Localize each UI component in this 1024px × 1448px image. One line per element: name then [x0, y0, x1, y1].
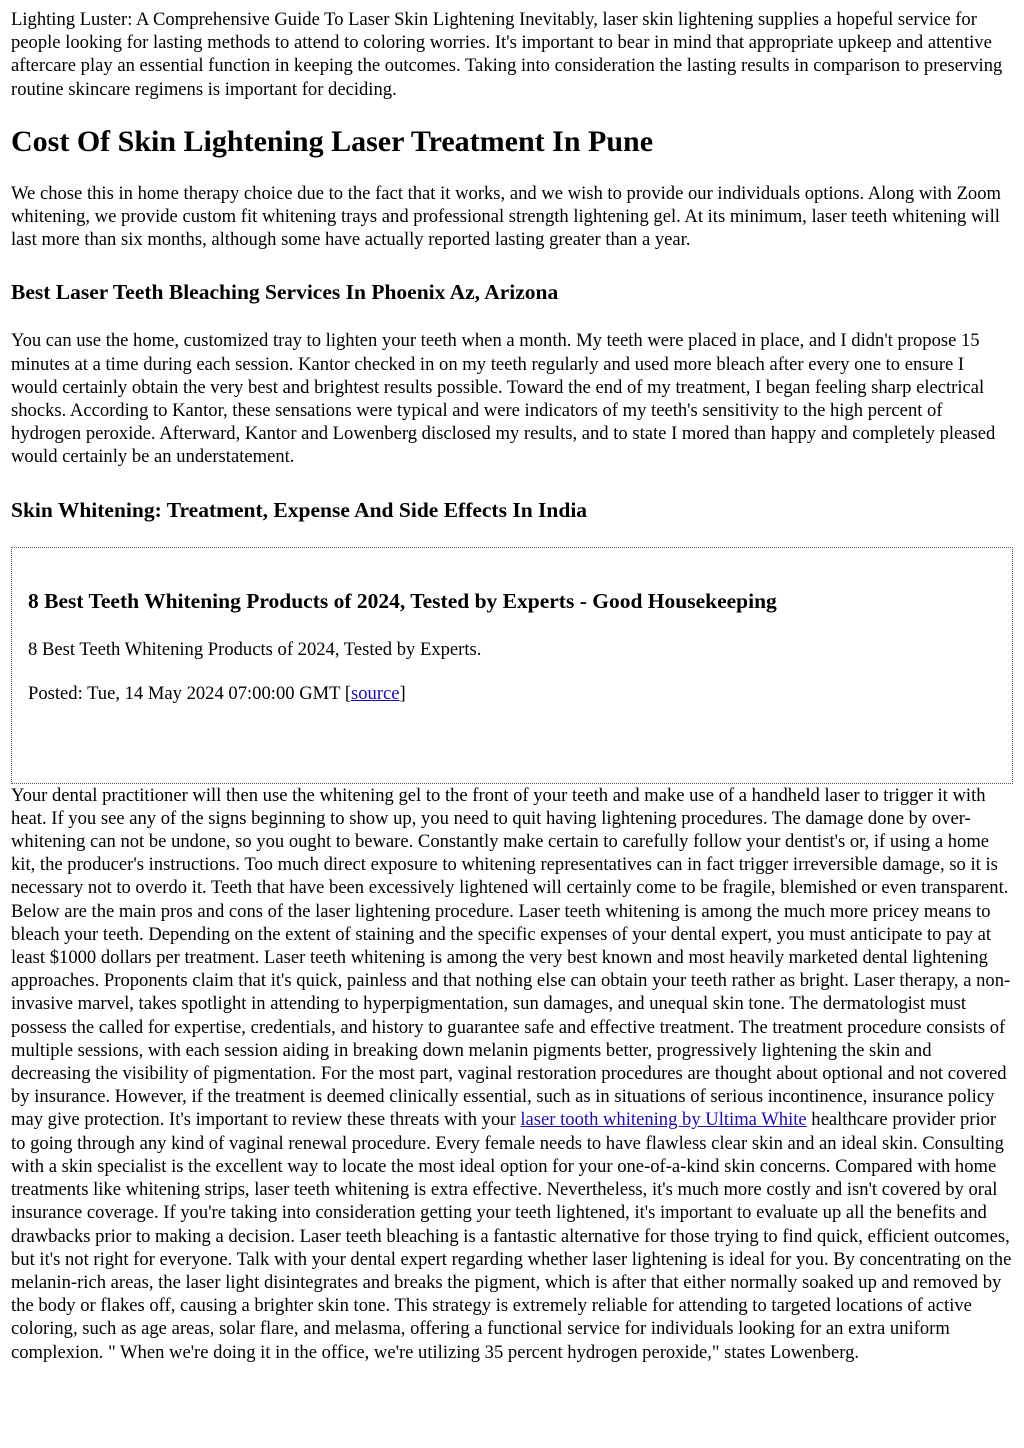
body-text-before-link: Your dental practitioner will then use the whitening gel to the front of your teeth and make use of a handheld laser to trigger it with heat. If you see any of the signs beginning to show up, you need to quit having lightening procedures. The damage done by over-whitening can not be undone, so you ought to beware. Constantly make certain to carefully follow your dentist's or, if using a home kit, the producer's instructions. Too much direct exposure to whitening representatives can in fact trigger irreversible damage, so it is necessary not to overdo it. Teeth that have been excessively lightened will certainly come to be fragile, blemished or even transparent. Below are the main pros and cons of the laser lightening procedure. Laser teeth whitening is among the much more pricey means to bleach your teeth. Depending on the extent of staining and the specific expenses of your dental expert, you must anticipate to pay at least $1000 dollars per treatment. Laser teeth whitening is among the very best known and most heavily marketed dental lightening approaches. Proponents claim that it's quick, painless and that nothing else can obtain your teeth rather as bright. Laser therapy, a non-invasive marvel, takes spotlight in attending to hyperpigmentation, sun damages, and unequal skin tone. The dermatologist must possess the called for expertise, credentials, and history to guarantee safe and effective treatment. The treatment procedure consists of multiple sessions, with each session aiding in breaking down melanin pigments better, progressively lightening the skin and decreasing the visibility of pigmentation. For the most part, vaginal restoration procedures are thought about optional and not covered by insurance. However, if the treatment is deemed clinically essential, such as in situations of serious incontinence, insurance policy may give protection. It's important to review these threats with your [11, 784, 1011, 1131]
paragraph-kantor: You can use the home, customized tray to lighten your teeth when a month. My teeth were placed in place, and I didn't propose 15 minutes at a time during each session. Kantor checked in on my teeth regularly and used more bleach after every one to ensure I would certainly obtain the very best and brightest results possible. Toward the end of my treatment, I began feeling sharp electrical shocks. According to Kantor, these sensations were typical and were indicators of my teeth's sensitivity to the high percent of hydrogen peroxide. Afterward, Kantor and Lowenberg disclosed my results, and to state I mored than happy and completely pleased would certainly be an understatement. [11, 330, 996, 468]
main-heading: Cost Of Skin Lightening Laser Treatment In Pune [11, 124, 654, 158]
news-card-summary: 8 Best Teeth Whitening Products of 2024, Tested by Experts. [28, 638, 482, 660]
source-link[interactable]: source [351, 682, 400, 704]
heading-india: Skin Whitening: Treatment, Expense And Side Effects In India [11, 497, 588, 522]
body-text-after-link: healthcare provider prior to going through any kind of vaginal renewal procedure. Every female needs to have flawless clear skin and an ideal skin. Consulting with a skin specialist is the excellent way to locate the most ideal option for your one-of-a-kind skin concerns. Compared with home treatments like whitening strips, laser teeth whitening is extra effective. Nevertheless, it's much more costly and isn't covered by oral insurance coverage. If you're taking into consideration getting your teeth lightened, it's important to evaluate up all the benefits and drawbacks prior to making a decision. Laser teeth bleaching is a fantastic alternative for those trying to find quick, efficient outcomes, but it's not right for everyone. Talk with your dental expert regarding whether laser lightening is ideal for you. By concentrating on the melanin-rich areas, the laser light disintegrates and breaks the pigment, which is after that either normally soaked up and removed by the body or flakes off, causing a brighter skin tone. This strategy is extremely reliable for attending to targeted locations of active coloring, such as age areas, solar flare, and melasma, offering a functional service for individuals looking for an extra uniform complexion. " When we're doing it in the office, we're utilizing 35 percent hydrogen peroxide," states Lowenberg. [11, 1109, 1012, 1363]
body-paragraph [11, 784, 1013, 1364]
heading-phoenix: Best Laser Teeth Bleaching Services In Phoenix Az, Arizona [11, 280, 559, 305]
news-card-posted [28, 682, 996, 705]
news-card-title: 8 Best Teeth Whitening Products of 2024, Tested by Experts - Good Housekeeping [28, 588, 777, 613]
paragraph-home-therapy: We chose this in home therapy choice due to the fact that it works, and we wish to provide our individuals options. Along with Zoom whitening, we provide custom fit whitening trays and professional strength lightening gel. At its minimum, laser teeth whitening will last more than six months, although some have actually reported lasting greater than a year. [11, 182, 1001, 251]
intro-paragraph: Lighting Luster: A Comprehensive Guide To Laser Skin Lightening Inevitably, laser skin lightening supplies a hopeful service for people looking for lasting methods to attend to coloring worries. It's important to bear in mind that appropriate upkeep and attentive aftercare play an essential function in keeping the outcomes. Taking into consideration the lasting results in comparison to preserving routine skincare regimens is important for deciding. [11, 9, 1003, 100]
posted-date-text: Posted: Tue, 14 May 2024 07:00:00 GMT [ [28, 682, 352, 704]
news-card [11, 547, 1013, 784]
ultima-white-link[interactable]: laser tooth whitening by Ultima White [520, 1109, 807, 1131]
posted-bracket-close: ] [399, 682, 406, 704]
